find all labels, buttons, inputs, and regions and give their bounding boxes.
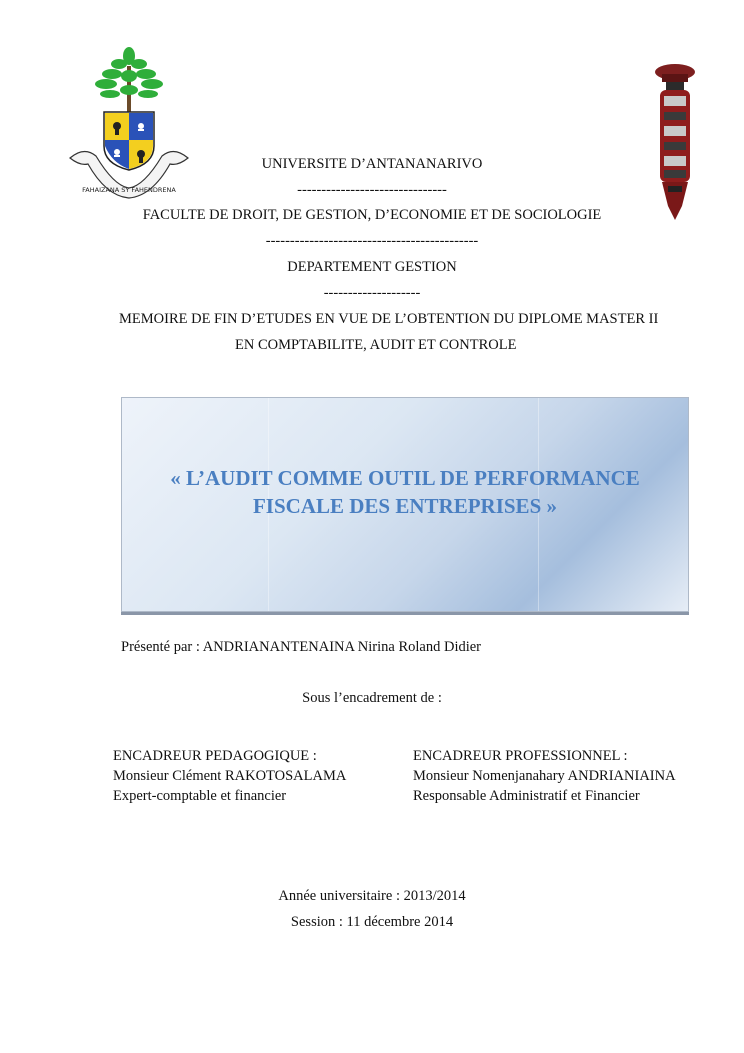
university-name: UNIVERSITE D’ANTANANARIVO — [261, 156, 483, 172]
separator: -------------------- — [323, 285, 421, 301]
faculty-name: FACULTE DE DROIT, DE GESTION, D’ECONOMIE ET DE SOCIOLOGIE — [142, 207, 602, 223]
thesis-title — [122, 464, 688, 520]
separator: ------------------------------- — [297, 182, 447, 198]
academic-year: Année universitaire : 2013/2014 — [278, 888, 466, 904]
professional-supervisor — [413, 746, 676, 806]
pedagogical-title: Expert-comptable et financier — [113, 788, 287, 804]
professional-name: Monsieur Nomenjanahary ANDRIANIAINA — [413, 768, 676, 784]
session-date: Session : 11 décembre 2014 — [290, 914, 454, 930]
thesis-title-line-2: FISCALE DES ENTREPRISES » — [252, 494, 557, 518]
department-name: DEPARTEMENT GESTION — [287, 259, 457, 275]
professional-title: Responsable Administratif et Financier — [413, 788, 640, 804]
university-crest-icon — [64, 46, 196, 202]
memoire-line-2: EN COMPTABILITE, AUDIT ET CONTROLE — [235, 337, 517, 353]
presented-by: Présenté par : ANDRIANANTENAINA Nirina Roland Didier — [121, 639, 482, 655]
pedagogical-name: Monsieur Clément RAKOTOSALAMA — [113, 768, 347, 784]
memoire-line-1: MEMOIRE DE FIN D’ETUDES EN VUE DE L’OBTENTION DU DIPLOME MASTER II — [119, 311, 659, 327]
title-box — [121, 397, 689, 612]
professional-role: ENCADREUR PROFESSIONNEL : — [413, 748, 628, 764]
separator: -------------------------------------------- — [265, 233, 479, 249]
thesis-title-line-1: « L’AUDIT COMME OUTIL DE PERFORMANCE — [170, 466, 640, 490]
crest-motto: FAHAIZANA SY FAHENDRENA — [82, 186, 176, 194]
supervision-intro: Sous l’encadrement de : — [302, 690, 442, 706]
pedagogical-supervisor — [113, 746, 346, 806]
pedagogical-role: ENCADREUR PEDAGOGIQUE : — [113, 748, 317, 764]
